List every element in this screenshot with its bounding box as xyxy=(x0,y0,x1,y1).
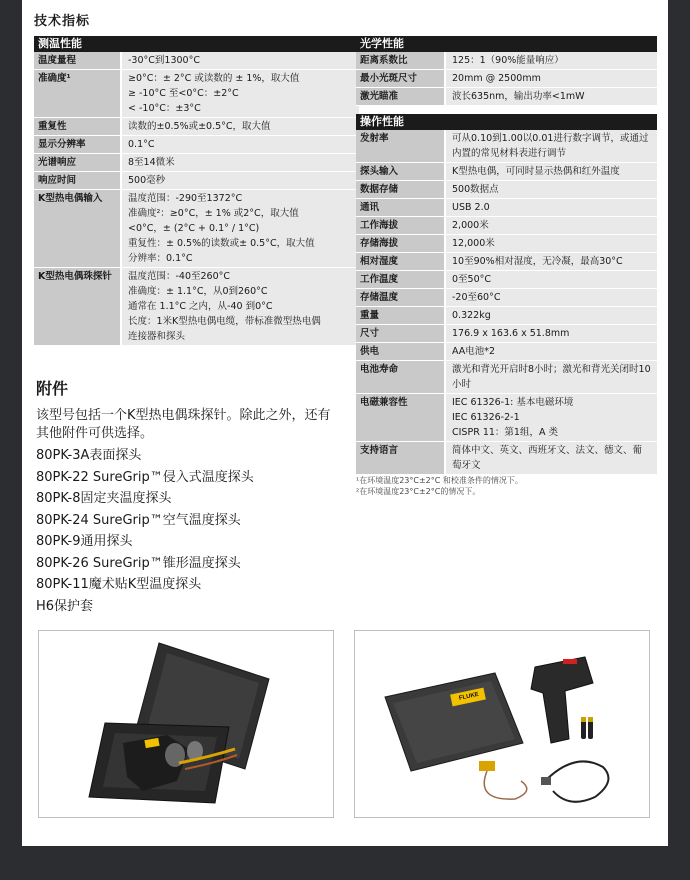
temperature-spec-row xyxy=(34,52,359,70)
thermometer-in-case-illustration xyxy=(39,631,333,817)
spec-value xyxy=(444,289,657,306)
spec-value-line: 125：1（90%能量响应） xyxy=(452,55,564,66)
spec-value-line: 500数据点 xyxy=(452,184,499,195)
page-title: 技术指标 xyxy=(34,14,91,29)
spec-label: 存储温度 xyxy=(356,289,444,306)
spec-value-line: CISPR 11：第1组，A 类 xyxy=(452,427,558,438)
operation-spec-row xyxy=(356,199,657,217)
spec-value xyxy=(444,181,657,198)
spec-label: 显示分辨率 xyxy=(34,136,120,153)
spec-value-line: 温度范围：-290至1372°C xyxy=(128,193,243,204)
accessory-item: 80PK-22 SureGrip™侵入式温度探头 xyxy=(36,469,254,485)
spec-value-line: USB 2.0 xyxy=(452,202,490,213)
temperature-spec-row xyxy=(34,172,359,190)
spec-value-line: 读数的±0.5%或±0.5°C，取大值 xyxy=(128,121,271,132)
operation-spec-row xyxy=(356,289,657,307)
spec-value-line: 0至50°C xyxy=(452,274,492,285)
spec-value-line: <0°C，± (2°C + 0.1° / 1°C) xyxy=(128,223,260,234)
spec-value xyxy=(444,163,657,180)
spec-value xyxy=(444,442,657,474)
temperature-spec-row xyxy=(34,70,359,118)
operation-spec-row xyxy=(356,361,657,394)
optical-spec-row xyxy=(356,70,657,88)
spec-value-line: ≥0°C：± 2°C 或读数的 ± 1%，取大值 xyxy=(128,73,300,84)
footnote: ¹在环境温度23°C±2°C 和校准条件的情况下。 xyxy=(356,476,523,485)
operation-spec-row xyxy=(356,325,657,343)
spec-label: 尺寸 xyxy=(356,325,444,342)
kit-contents-illustration xyxy=(355,631,649,817)
operation-spec-row xyxy=(356,130,657,163)
operation-section-header: 操作性能 xyxy=(356,114,657,130)
spec-value-line: 176.9 x 163.6 x 51.8mm xyxy=(452,328,570,339)
accessories-intro: 该型号包括一个K型热电偶珠探针。除此之外，还有其他附件可供选择。 xyxy=(36,408,331,441)
spec-value xyxy=(120,70,359,117)
optical-spec-row xyxy=(356,52,657,70)
spec-value-line: < -10°C：±3°C xyxy=(128,103,201,114)
spec-value-line: 激光和背光开启时8小时；激光和背光关闭时10小时 xyxy=(452,364,651,390)
accessory-item: H6保护套 xyxy=(36,598,94,614)
accessory-item: 80PK-26 SureGrip™锥形温度探头 xyxy=(36,555,241,571)
temperature-spec-row xyxy=(34,190,359,268)
spec-value-line: -30°C到1300°C xyxy=(128,55,200,66)
spec-label: 支持语言 xyxy=(356,442,444,474)
spec-sheet xyxy=(22,0,668,846)
optical-spec-row xyxy=(356,88,657,106)
operation-spec-row xyxy=(356,253,657,271)
spec-value xyxy=(120,52,359,69)
spec-label: 温度量程 xyxy=(34,52,120,69)
spec-value-line: 10至90%相对湿度，无冷凝，最高30°C xyxy=(452,256,623,267)
spec-value-line: 0.322kg xyxy=(452,310,491,321)
spec-value xyxy=(444,217,657,234)
spec-value-line: ≥ -10°C 至<0°C：±2°C xyxy=(128,88,239,99)
spec-value-line: K型热电偶，可同时显示热偶和红外温度 xyxy=(452,166,620,177)
temperature-spec-table xyxy=(34,36,359,346)
operation-spec-row xyxy=(356,307,657,325)
case-brand-text: FLUKE xyxy=(458,691,480,702)
temperature-spec-row xyxy=(34,268,359,346)
spec-label: 最小光斑尺寸 xyxy=(356,70,444,87)
spec-label: 工作海拔 xyxy=(356,217,444,234)
spec-value xyxy=(444,130,657,162)
spec-value-line: IEC 61326-1: 基本电磁环境 xyxy=(452,397,574,408)
spec-label: 存储海拔 xyxy=(356,235,444,252)
spec-value xyxy=(444,199,657,216)
spec-value xyxy=(444,253,657,270)
spec-value-line: 简体中文、英文、西班牙文、法文、德文、葡萄牙文 xyxy=(452,445,643,471)
spec-value-line: IEC 61326-2-1 xyxy=(452,412,520,423)
accessories-title: 附件 xyxy=(36,379,69,398)
spec-label: 发射率 xyxy=(356,130,444,162)
spec-value-line: -20至60°C xyxy=(452,292,501,303)
spec-value-line: 20mm @ 2500mm xyxy=(452,73,541,84)
operation-spec-row xyxy=(356,163,657,181)
spec-value-line: 12,000米 xyxy=(452,238,495,249)
spec-label: 相对湿度 xyxy=(356,253,444,270)
spec-value-line: 2,000米 xyxy=(452,220,489,231)
operation-spec-row xyxy=(356,181,657,199)
accessories-list xyxy=(36,445,336,617)
spec-label: 通讯 xyxy=(356,199,444,216)
spec-label: 数据存储 xyxy=(356,181,444,198)
spec-label: 准确度¹ xyxy=(34,70,120,117)
spec-value-line: 8至14微米 xyxy=(128,157,175,168)
spec-value xyxy=(120,190,359,267)
spec-value xyxy=(444,88,657,105)
operation-spec-row xyxy=(356,394,657,442)
spec-value xyxy=(120,136,359,153)
spec-label: 重量 xyxy=(356,307,444,324)
spec-value xyxy=(444,361,657,393)
spec-value-line: 准确度：± 1.1°C，从0到260°C xyxy=(128,286,268,297)
product-photo-case-open xyxy=(38,630,334,818)
spec-value-line: 分辨率：0.1°C xyxy=(128,253,193,264)
spec-value xyxy=(444,271,657,288)
spec-value-line: 温度范围：-40至260°C xyxy=(128,271,231,282)
spec-label: 距离系数比 xyxy=(356,52,444,69)
spec-value xyxy=(120,118,359,135)
spec-label: 光谱响应 xyxy=(34,154,120,171)
spec-value xyxy=(444,235,657,252)
spec-label: 电磁兼容性 xyxy=(356,394,444,441)
accessory-item: 80PK-11魔术贴K型温度探头 xyxy=(36,577,202,592)
operation-spec-row xyxy=(356,235,657,253)
spec-value xyxy=(444,325,657,342)
accessory-item: 80PK-8固定夹温度探头 xyxy=(36,491,172,506)
spec-label: K型热电偶珠探针 xyxy=(34,268,120,345)
operation-spec-row xyxy=(356,442,657,475)
spec-value xyxy=(120,172,359,189)
optical-section-header: 光学性能 xyxy=(356,36,657,52)
spec-value xyxy=(444,343,657,360)
spec-value-line: 波长635nm，输出功率<1mW xyxy=(452,91,585,102)
spec-label: 探头输入 xyxy=(356,163,444,180)
spec-value xyxy=(444,70,657,87)
spec-label: 电池寿命 xyxy=(356,361,444,393)
spec-value xyxy=(444,394,657,441)
spec-value-line: 500毫秒 xyxy=(128,175,166,186)
spec-value-line: 0.1°C xyxy=(128,139,155,150)
operation-spec-row xyxy=(356,271,657,289)
spec-value xyxy=(120,154,359,171)
spec-value xyxy=(444,52,657,69)
spec-label: 工作温度 xyxy=(356,271,444,288)
temperature-section-header: 测温性能 xyxy=(34,36,359,52)
spec-label: 激光瞄准 xyxy=(356,88,444,105)
product-photo-kit xyxy=(354,630,650,818)
footnotes xyxy=(356,475,523,497)
spec-value-line: 重复性：± 0.5%的读数或± 0.5°C，取大值 xyxy=(128,238,315,249)
accessory-item: 80PK-24 SureGrip™空气温度探头 xyxy=(36,512,241,528)
spec-value-line: 通常在 1.1°C 之内，从-40 到0°C xyxy=(128,301,273,312)
temperature-spec-row xyxy=(34,136,359,154)
spec-value-line: 准确度²：≥0°C，± 1% 或2°C，取大值 xyxy=(128,208,299,219)
footnote: ²在环境温度23°C±2°C的情况下。 xyxy=(356,487,481,496)
spec-value-line: 长度：1米K型热电偶电缆，带标准微型热电偶 xyxy=(128,316,321,327)
spec-label: 响应时间 xyxy=(34,172,120,189)
spec-value xyxy=(444,307,657,324)
accessory-item: 80PK-9通用探头 xyxy=(36,534,133,549)
spec-value xyxy=(120,268,359,345)
operation-spec-row xyxy=(356,217,657,235)
operation-spec-row xyxy=(356,343,657,361)
spec-label: 重复性 xyxy=(34,118,120,135)
spec-value-line: 连接器和探头 xyxy=(128,331,186,342)
temperature-spec-row xyxy=(34,118,359,136)
accessories-section xyxy=(36,376,336,617)
spec-value-line: AA电池*2 xyxy=(452,346,496,357)
spec-value-line: 可从0.10到1.00以0.01进行数字调节，或通过内置的常见材料表进行调节 xyxy=(452,133,649,159)
temperature-spec-row xyxy=(34,154,359,172)
spec-label: 供电 xyxy=(356,343,444,360)
right-spec-tables xyxy=(356,36,657,475)
accessory-item: 80PK-3A表面探头 xyxy=(36,448,142,463)
spec-label: K型热电偶输入 xyxy=(34,190,120,267)
